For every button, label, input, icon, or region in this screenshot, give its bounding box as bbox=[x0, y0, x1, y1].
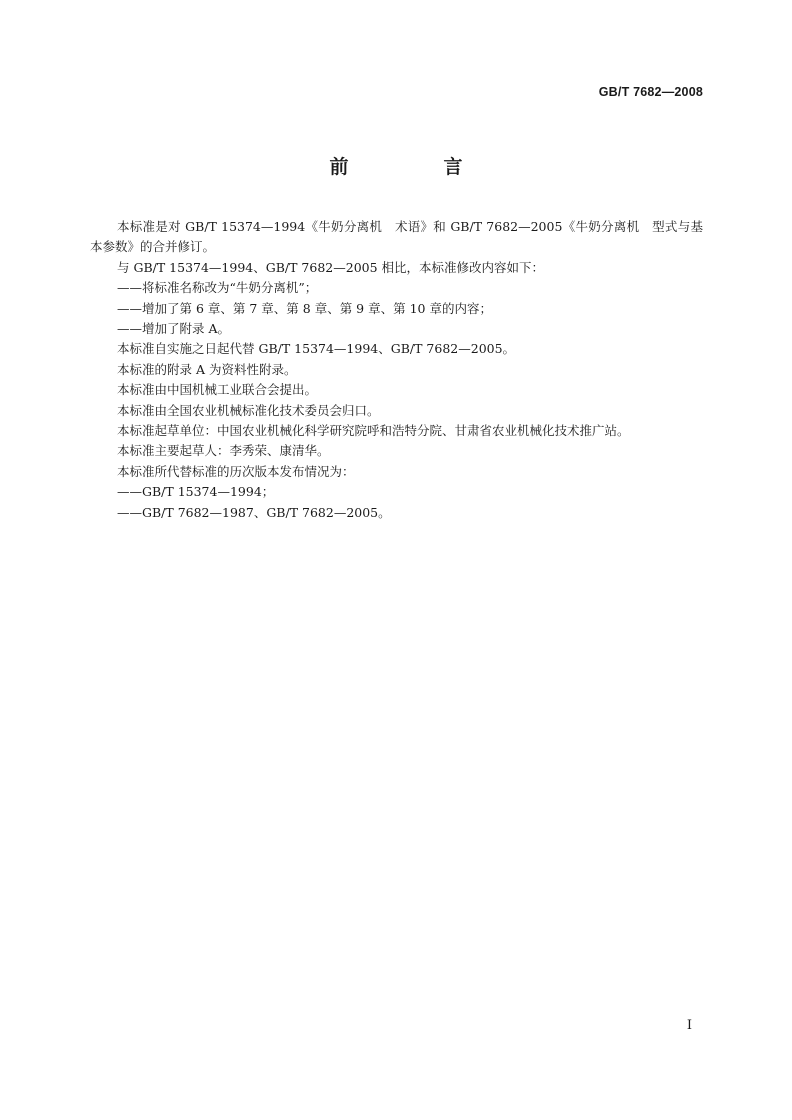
paragraph-proposed-by: 本标准由中国机械工业联合会提出。 bbox=[117, 382, 318, 398]
page-number: I bbox=[686, 1018, 692, 1033]
paragraph-drafting-units: 本标准起草单位：中国农业机械化科学研究院呼和浩特分院、甘肃省农业机械化技术推广站。 bbox=[117, 423, 630, 439]
paragraph-changes-intro: 与 GB/T 15374—1994、GB/T 7682—2005 相比，本标准修改内容如下： bbox=[117, 259, 545, 275]
paragraph-appendix-note: 本标准的附录 A 为资料性附录。 bbox=[117, 361, 297, 377]
foreword-body bbox=[90, 217, 703, 523]
list-item-added-chapters: ——增加了第 6 章、第 7 章、第 8 章、第 9 章、第 10 章的内容； bbox=[117, 300, 492, 316]
list-item-history-2: ——GB/T 7682—1987、GB/T 7682—2005。 bbox=[117, 504, 391, 520]
paragraph-managed-by: 本标准由全国农业机械标准化技术委员会归口。 bbox=[117, 402, 380, 418]
paragraph-drafters: 本标准主要起草人：李秀荣、康清华。 bbox=[117, 443, 330, 459]
paragraph-revision-basis: 本标准是对 GB/T 15374—1994《牛奶分离机 术语》和 GB/T 7682—2005《牛奶分离机 型式与基本参数》的合并修订。 bbox=[90, 219, 703, 255]
paragraph-history-intro: 本标准所代替标准的历次版本发布情况为： bbox=[117, 463, 355, 479]
list-item-history-1: ——GB/T 15374—1994； bbox=[117, 484, 275, 500]
standard-code: GB/T 7682—2008 bbox=[598, 85, 703, 99]
page-title: 前 言 bbox=[329, 156, 501, 178]
paragraph-replaces: 本标准自实施之日起代替 GB/T 15374—1994、GB/T 7682—2005。 bbox=[117, 341, 516, 357]
list-item-added-appendix: ——增加了附录 A。 bbox=[117, 321, 231, 337]
list-item-rename: ——将标准名称改为“牛奶分离机”； bbox=[117, 280, 318, 296]
